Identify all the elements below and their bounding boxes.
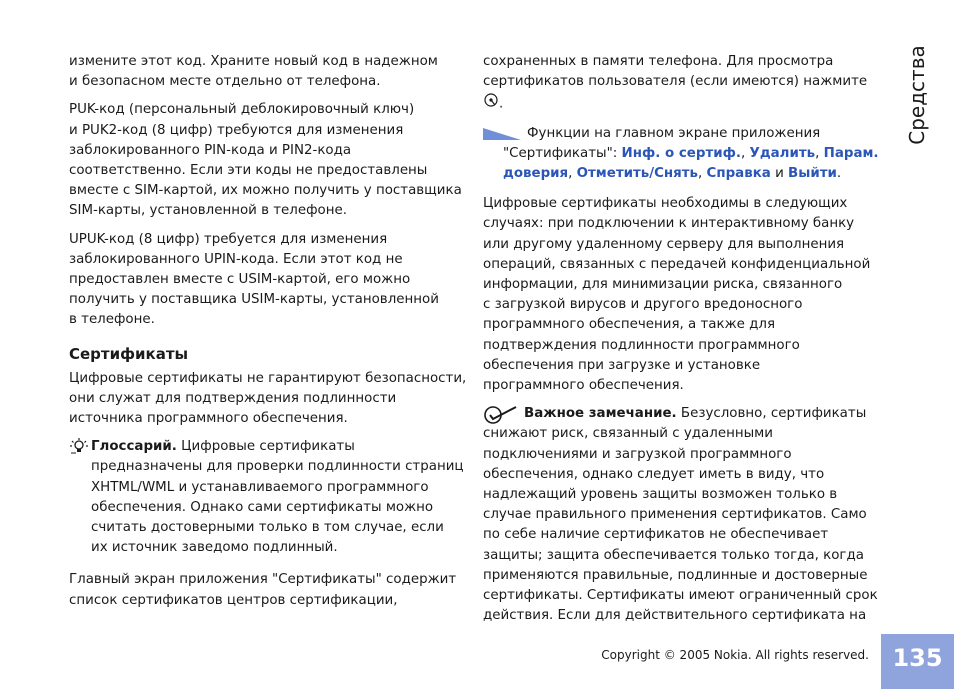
menu-item-trust-settings-part1[interactable]: Парам. <box>823 145 879 161</box>
text-line: надлежащий уровень защиты возможен только в <box>483 487 838 503</box>
glossary-note <box>69 437 464 558</box>
lightbulb-icon <box>69 438 89 463</box>
sentence-end: . <box>499 97 504 113</box>
text-line: UPUK-код (8 цифр) требуется для изменения <box>69 231 388 247</box>
important-label: Важное замечание. <box>524 406 677 422</box>
important-first-line <box>483 404 871 424</box>
section-title-text: Средства <box>904 45 929 145</box>
separator: и <box>770 166 789 182</box>
text-line: или другому удаленному серверу для выполнения <box>483 236 845 252</box>
separator: , <box>568 166 577 182</box>
text-line: по себе наличие сертификатов не обеспечивает <box>483 527 829 543</box>
text-line: и безопасном месте отдельно от телефона. <box>69 74 381 90</box>
left-paragraph-2 <box>69 100 464 221</box>
text-line: считать достоверными только в том случае, если <box>91 520 444 536</box>
page-number: 135 <box>892 644 943 672</box>
text-line: список сертификатов центров сертификации, <box>69 592 398 608</box>
text-line: защиты; защита обеспечивается только тогда, когда <box>483 547 864 563</box>
text-line: программного обеспечения. <box>483 378 684 394</box>
separator: , <box>698 166 707 182</box>
text-line: соответственно. Если эти коды не предоставлены <box>69 163 428 179</box>
copyright-footer: Copyright © 2005 Nokia. All rights reserved. <box>601 648 869 662</box>
left-paragraph-5 <box>69 570 464 610</box>
tip-third-line <box>483 164 871 184</box>
important-note-icon <box>483 405 519 432</box>
text-line: предназначены для проверки подлинности страниц <box>91 459 464 475</box>
text-line: PUK-код (персональный деблокировочный ключ) <box>69 102 415 118</box>
text-line: заблокированного UPIN-кода. Если этот код не <box>69 251 403 267</box>
text-line: обеспечения, однако следует иметь в виду, что <box>483 466 825 482</box>
glossary-first-line <box>69 437 464 457</box>
tip-first-line: Функции на главном экране приложения <box>527 125 821 141</box>
tip-second-line <box>483 144 879 164</box>
text-line: Главный экран приложения "Сертификаты" содержит <box>69 572 457 588</box>
glossary-first-text: Цифровые сертификаты <box>181 439 355 455</box>
important-note <box>483 404 878 626</box>
text-line: информации, для минимизации риска, связанного <box>483 277 843 293</box>
separator: . <box>836 166 842 182</box>
text-line: SIM-карты, установленной в телефоне. <box>69 203 347 219</box>
text-line: применяются правильные, подлинные и достоверные <box>483 567 868 583</box>
text-line: заблокированного PIN-кода и PIN2-кода <box>69 142 352 158</box>
separator: , <box>815 145 824 161</box>
text-line: предоставлен вместе с USIM-картой, его можно <box>69 272 411 288</box>
menu-item-cert-info[interactable]: Инф. о сертиф. <box>621 145 741 161</box>
separator: , <box>740 145 750 161</box>
right-paragraph-1 <box>483 52 871 116</box>
text-line: с загрузкой вирусов и другого вредоносного <box>483 297 803 313</box>
right-paragraph-2 <box>483 194 871 396</box>
text-line: обеспечения при загрузке и установке <box>483 357 761 373</box>
text-line: сертификаты. Сертификаты имеют ограниченный срок <box>483 588 878 604</box>
funcs-prefix: "Сертификаты": <box>503 145 622 161</box>
text-line: источника программного обеспечения. <box>69 411 348 427</box>
joystick-icon <box>483 92 499 115</box>
text-line: снижают риск, связанный с удаленными <box>483 426 773 442</box>
section-heading: Сертификаты <box>69 344 189 363</box>
tip-triangle-icon <box>483 127 521 147</box>
text-line: XHTML/WML и устанавливаемого программного <box>91 479 429 495</box>
tip-note <box>483 124 879 185</box>
menu-item-exit[interactable]: Выйти <box>788 166 837 182</box>
left-paragraph-1 <box>69 52 464 92</box>
menu-item-mark-unmark[interactable]: Отметить/Снять <box>576 166 698 182</box>
text-line: вместе с SIM-картой, их можно получить у поставщика <box>69 183 462 199</box>
text-line: Цифровые сертификаты необходимы в следующих <box>483 196 848 212</box>
text-line: и PUK2-код (8 цифр) требуются для изменения <box>69 122 404 138</box>
text-line: сертификатов пользователя (если имеются) нажмите <box>483 74 868 90</box>
text-line: их источник заведомо подлинный. <box>91 540 338 556</box>
text-line: в телефоне. <box>69 312 155 328</box>
menu-item-help[interactable]: Справка <box>706 166 771 182</box>
text-line: Цифровые сертификаты не гарантируют безопасности, <box>69 370 467 386</box>
left-paragraph-3 <box>69 230 464 331</box>
important-first-text: Безусловно, сертификаты <box>680 406 867 422</box>
text-line: случае правильного применения сертификатов. Само <box>483 507 867 523</box>
glossary-label: Глоссарий. <box>91 439 177 455</box>
left-column <box>69 52 467 619</box>
text-line: действия. Если для действительного сертификата на <box>483 608 867 624</box>
text-line <box>483 92 871 115</box>
left-paragraph-4 <box>69 369 467 430</box>
text-line: операций, связанных с передачей конфиденциальной <box>483 256 871 272</box>
menu-item-trust-settings-part2[interactable]: доверия <box>503 166 569 182</box>
right-column <box>483 52 879 626</box>
text-line: программного обеспечения, а также для <box>483 317 776 333</box>
text-line: подтверждения подлинности программного <box>483 337 800 353</box>
text-line: подключениями и загрузкой программного <box>483 446 792 462</box>
menu-item-delete[interactable]: Удалить <box>749 145 816 161</box>
text-line: измените этот код. Храните новый код в надежном <box>69 54 438 69</box>
text-line: случаях: при подключении к интерактивному банку <box>483 216 855 232</box>
text-line: они служат для подтверждения подлинности <box>69 390 397 406</box>
text-line: сохраненных в памяти телефона. Для просмотра <box>483 54 834 69</box>
text-line: получить у поставщика USIM-карты, установленной <box>69 292 439 308</box>
text-line: обеспечения. Однако сами сертификаты можно <box>91 499 434 515</box>
section-title <box>892 30 942 160</box>
